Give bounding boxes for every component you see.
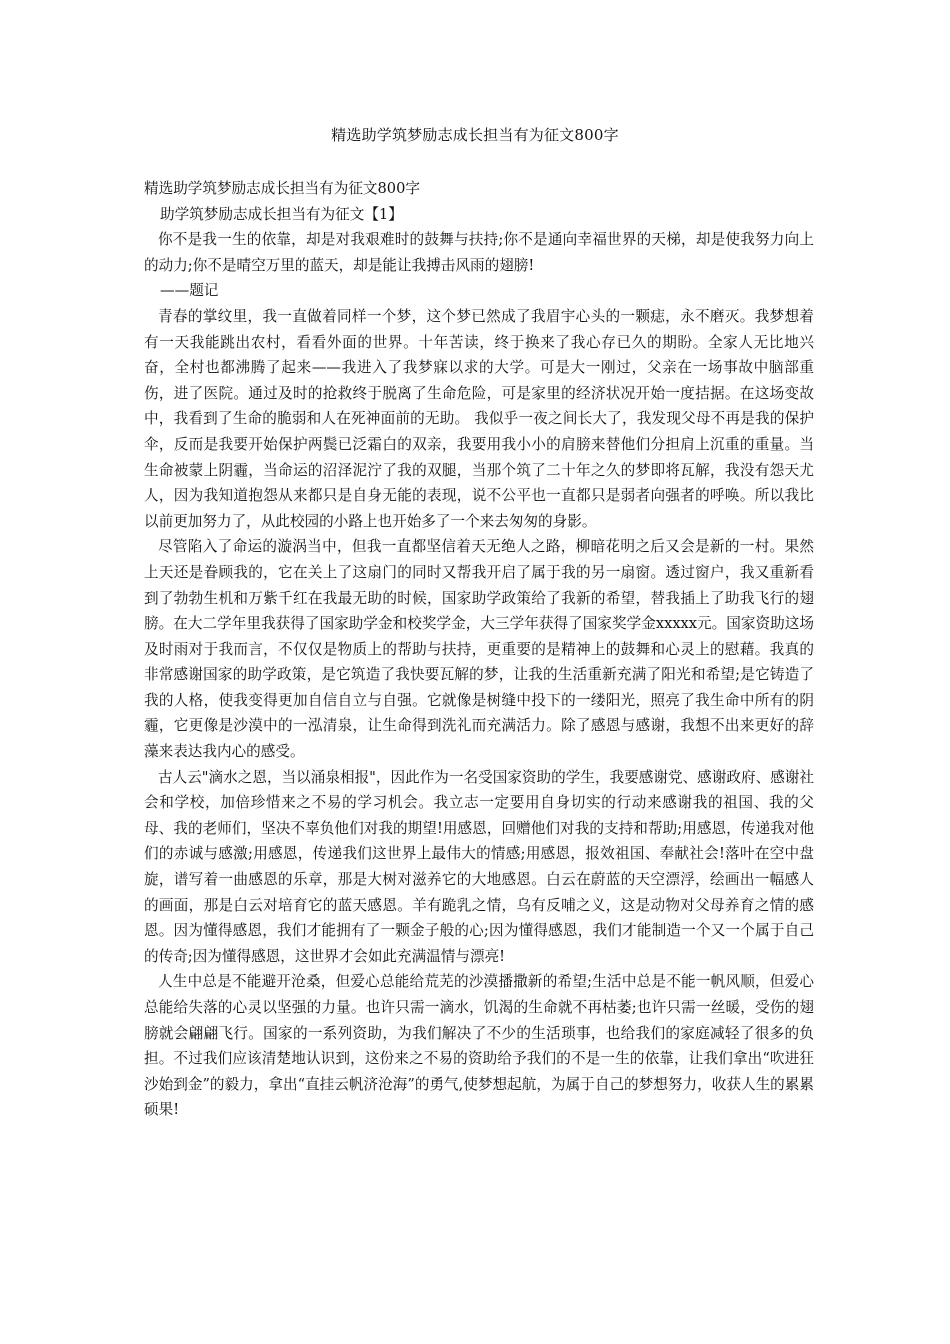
- epigraph-signature: ——题记: [160, 282, 219, 300]
- paragraph-2: 尽管陷入了命运的漩涡当中，但我一直都坚信着天无绝人之路，柳暗花明之后又会是新的一村。果然上天还是眷顾我的，它在关上了这扇门的同时又帮我开启了属于我的另一扇窗。透过窗户，我又重新看到了勃勃生机和万紫千红在我最无助的时候，国家助学政策给了我新的希望，替我插上了助我飞行的翅膀。在大二学年里我获得了国家助学金和校奖学金，大三学年获得了国家奖学金xxxxx元。国家资助这场及时雨对于我而言，不仅仅是物质上的帮助与扶持，更重要的是精神上的鼓舞和心灵上的慰藉。我真的非常感谢国家的助学政策，是它筑造了我快要瓦解的梦，让我的生活重新充满了阳光和希望;是它铸造了我的人格，使我变得更加自信自立与自强。它就像是树缝中投下的一缕阳光，照亮了我生命中所有的阴霾，它更像是沙漠中的一泓清泉，让生命得到洗礼而充满活力。除了感恩与感谢，我想不出来更好的辞藻来表达我内心的感受。: [144, 538, 814, 761]
- paragraph-4: 人生中总是不能避开沧桑，但爱心总能给荒芜的沙漠播撒新的希望;生活中总是不能一帆风顺，但爱心总能给失落的心灵以坚强的力量。也许只需一滴水，饥渴的生命就不再枯萎;也许只需一丝暖，受伤的翅膀就会翩翩飞行。国家的一系列资助，为我们解决了不少的生活琐事，也给我们的家庭减轻了很多的负担。不过我们应该清楚地认识到，这份来之不易的资助给予我们的不是一生的依靠，让我们拿出“吹进狂沙始到金”的毅力，拿出“直挂云帆济沧海”的勇气,使梦想起航，为属于自己的梦想努力，收获人生的累累硕果!: [144, 973, 814, 1119]
- section-heading: 助学筑梦励志成长担当有为征文【1】: [160, 205, 403, 223]
- epigraph: 你不是我一生的依靠，却是对我艰难时的鼓舞与扶持;你不是通向幸福世界的天梯，却是使我努力向上的动力;你不是晴空万里的蓝天，却是能让我搏击风雨的翅膀!: [144, 231, 814, 274]
- paragraph-3: 古人云"滴水之恩，当以涌泉相报"，因此作为一名受国家资助的学生，我要感谢党、感谢政府、感谢社会和学校，加倍珍惜来之不易的学习机会。我立志一定要用自身切实的行动来感谢我的祖国、我的父母、我的老师们，坚决不辜负他们对我的期望!用感恩，回赠他们对我的支持和帮助;用感恩，传递我对他们的赤诚与感激;用感恩，传递我们这世界上最伟大的情感;用感恩，报效祖国、奉献社会!落叶在空中盘旋，谱写着一曲感恩的乐章，那是大树对滋养它的大地感恩。白云在蔚蓝的天空漂浮，绘画出一幅感人的画面，那是白云对培育它的蓝天感恩。羊有跪乳之情，乌有反哺之义，这是动物对父母养育之情的感恩。因为懂得感恩，我们才能拥有了一颗金子般的心;因为懂得感恩，我们才能制造一个又一个属于自己的传奇;因为懂得感恩，这世界才会如此充满温情与漂亮!: [144, 768, 814, 965]
- paragraph-1: 青春的掌纹里，我一直做着同样一个梦，这个梦已然成了我眉宇心头的一颗痣，永不磨灭。我梦想着有一天我能跳出农村，看看外面的世界。十年苦读，终于换来了我心存已久的期盼。全家人无比地兴奋，全村也都沸腾了起来——我进入了我梦寐以求的大学。可是大一刚过，父亲在一场事故中脑部重伤，进了医院。通过及时的抢救终于脱离了生命危险，可是家里的经济状况开始一度拮据。在这场变故中，我看到了生命的脆弱和人在死神面前的无助。 我似乎一夜之间长大了，我发现父母不再是我的保护伞，反而是我要开始保护两鬓已泛霜白的双亲，我要用我小小的肩膀来替他们分担肩上沉重的重量。当生命被蒙上阴霾，当命运的沼泽泥泞了我的双腿，当那个筑了二十年之久的梦即将瓦解，我没有怨天尤人，因为我知道抱怨从来都只是自身无能的表现，说不公平也一直都只是弱者向强者的呼唤。所以我比以前更加努力了，从此校园的小路上也开始多了一个来去匆匆的身影。: [144, 307, 814, 530]
- document-title: 精选助学筑梦励志成长担当有为征文800字: [331, 126, 619, 144]
- document-body: [144, 176, 814, 1123]
- document-subtitle: 精选助学筑梦励志成长担当有为征文800字: [144, 180, 420, 197]
